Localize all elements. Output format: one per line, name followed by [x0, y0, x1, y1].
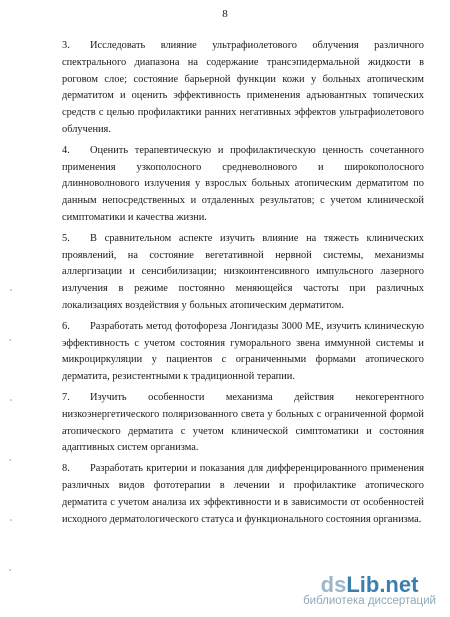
- list-item: [62, 390, 424, 457]
- item-number: 7.: [62, 391, 70, 403]
- item-text: Исследовать влияние ультрафиолетового облучения различного спектрального диапазона на содержание трансэпидермальной жидкости в роговом слое; состояние барьерной функции кожи у больных атопическим дерматитом и оценить эффективность применения адъювантных топических средств с целью профилактики ранних негативных эффектов ультрафиолетового облучения.: [62, 40, 424, 135]
- item-text: Разработать метод фотофореза Лонгидазы 3000 МЕ, изучить клиническую эффективность с учетом состояния гуморального звена иммунной системы и микроциркуляции у пациентов с ограниченными формами атопического дерматита, резистентными к традиционной терапии.: [62, 320, 424, 383]
- item-number: 8.: [62, 463, 70, 475]
- list-item: [62, 461, 424, 528]
- page-body: [62, 38, 424, 532]
- item-text: Изучить особенности механизма действия некогерентного низкоэнергетического поляризованного света у больных с ограниченной формой атопического дерматита с учетом клинической симптоматики и состояния адаптивных систем организма.: [62, 391, 424, 454]
- item-number: 5.: [62, 232, 70, 244]
- item-number: 6.: [62, 320, 70, 332]
- list-item: [62, 231, 424, 315]
- dslib-subtitle: библиотека диссертаций: [303, 595, 436, 607]
- item-text: Разработать критерии и показания для дифференцированного применения различных видов фототерапии в лечении и профилактике атопического дерматита с учетом анализа их эффективности и в зависимости от особенностей исходного дерматологического статуса и функционального состояния организма.: [62, 463, 424, 525]
- dslib-watermark: [303, 572, 436, 607]
- scan-artifact-dots: [8, 280, 14, 580]
- item-text: Оценить терапевтическую и профилактическую ценность сочетанного применения узкополосного средневолнового и широкополосного длинноволнового излучения у взрослых больных атопическим дерматитом по данным непосредственных и отдаленных результатов; с учетом клинической симптоматики и качества жизни.: [62, 144, 424, 223]
- item-number: 4.: [62, 144, 70, 156]
- list-item: [62, 143, 424, 227]
- list-item: [62, 319, 424, 386]
- list-item: [62, 38, 424, 139]
- item-number: 3.: [62, 40, 70, 51]
- page-number: 8: [222, 8, 228, 20]
- item-text: В сравнительном аспекте изучить влияние на тяжесть клинических проявлений, на состояние вегетативной нервной системы, механизмы аллергизации и сенсибилизации; низкоинтенсивного импульсного лазерного излучения в режиме постоянно меняющейся частоты при различных локализациях воздействия у больных атопическим дерматитом.: [62, 232, 424, 311]
- dslib-logo: dsLib.net: [320, 572, 419, 597]
